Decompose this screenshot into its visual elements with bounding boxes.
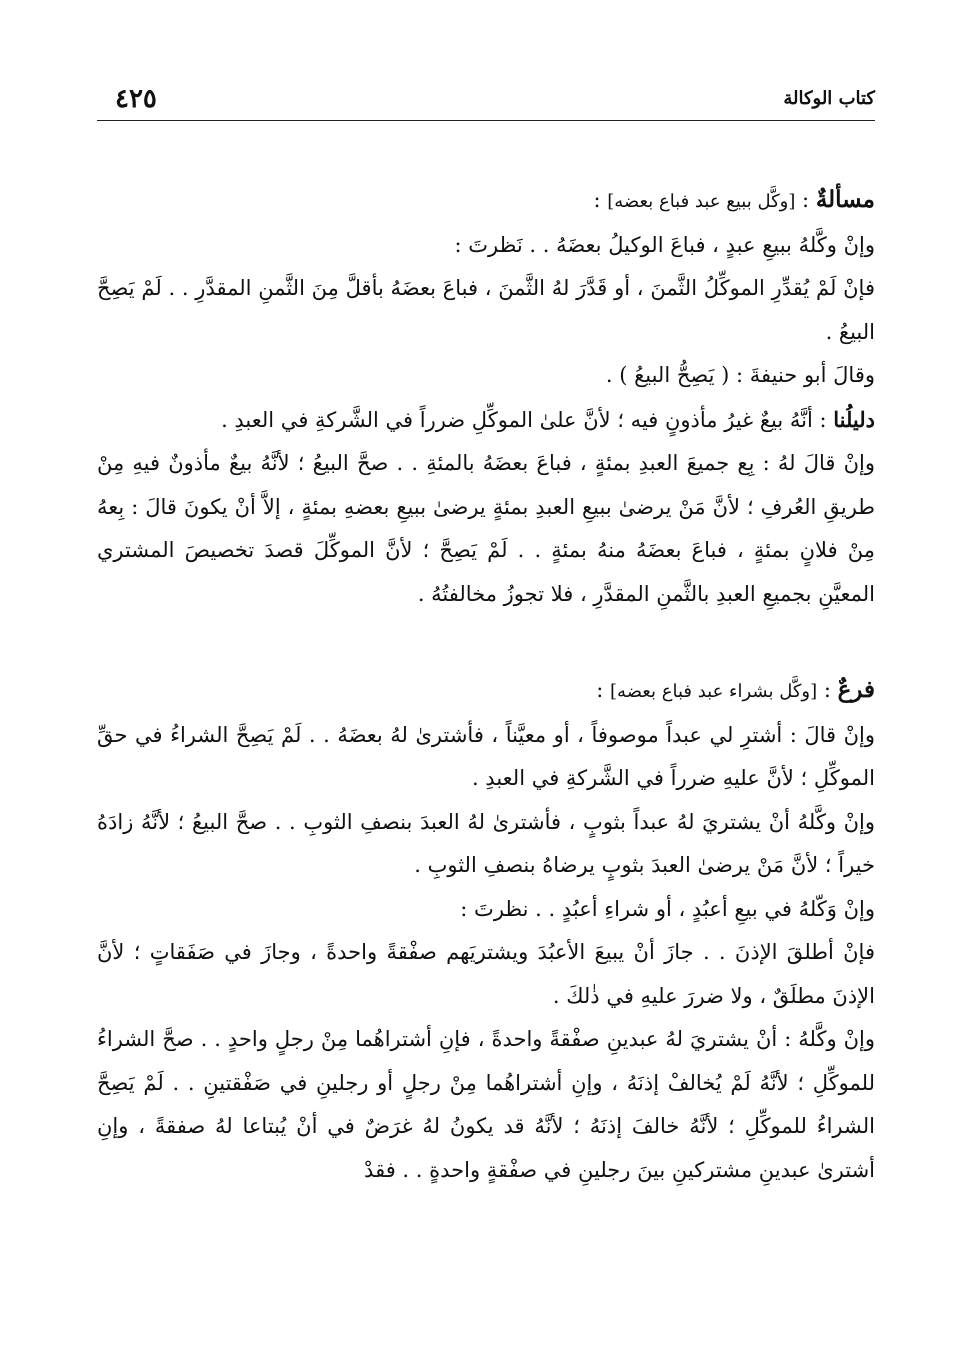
paragraph: فإنْ أطلقَ الإذنَ . . جازَ أنْ يبيعَ الأعبُدَ ويشتريَهم صفْقةً واحدةً ، وجازَ في صَفَقاتٍ ؛ لأنَّ الإذنَ مطلَقٌ ، ولا ضررَ عليهِ في ذٰلكَ . bbox=[97, 940, 875, 1008]
paragraph: وإنْ وَكّلهُ في بيعِ أعبُدٍ ، أو شراءِ أعبُدٍ . . نظرتَ : bbox=[460, 896, 875, 921]
heading-colon: : bbox=[817, 678, 838, 702]
page-header bbox=[97, 84, 875, 121]
paragraph: وإنْ قالَ لهُ : بِع جميعَ العبدِ بمئةٍ ، فباعَ بعضَهُ بالمئةِ . . صحَّ البيعُ ؛ لأنَّهُ بيعٌ مأذونٌ فيهِ مِنْ طريقِ العُرفِ ؛ لأنَّ مَنْ يرضىٰ ببيعِ العبدِ بمئةٍ يرضىٰ ببيعِ بعضهِ بمئةٍ ، إلاَّ أنْ يكونَ قالَ : بِعهُ مِنْ فلانٍ بمئةٍ ، فباعَ بعضَهُ منهُ بمئةٍ . . لَمْ يَصِحَّ ؛ لأنَّ الموكِّلَ قصدَ تخصيصَ المشتري المعيَّنِ بجميعِ العبدِ بالثَّمنِ المقدَّرِ ، فلا تجوزُ مخالفتُهُ . bbox=[97, 451, 875, 606]
heading-topic: [وكَّل بشراء عبد فباع بعضه] bbox=[610, 681, 818, 702]
evidence-text: : أنَّهُ بيعٌ غيرُ مأذونٍ فيه ؛ لأنَّ علىٰ الموكِّلِ ضرراً في الشَّركةِ في العبدِ . bbox=[221, 407, 834, 432]
page-body bbox=[97, 178, 875, 1192]
running-title: كتاب الوكالة bbox=[783, 88, 875, 109]
section-heading-far bbox=[97, 668, 875, 714]
evidence-label: دليلُنا bbox=[833, 406, 875, 432]
paragraph: وإنْ وكَّلهُ ببيعِ عبدٍ ، فباعَ الوكيلُ بعضَهُ . . نَظرتَ : bbox=[454, 232, 875, 257]
page-number: ٤٢٥ bbox=[115, 84, 157, 114]
heading-term: مسألةٌ bbox=[815, 186, 875, 213]
heading-colon: : bbox=[795, 188, 816, 212]
section-heading-masala bbox=[97, 178, 875, 224]
paragraph: فإنْ لَمْ يُقدِّرِ الموكِّلُ الثَّمنَ ، أو قَدَّرَ لهُ الثَّمنَ ، فباعَ بعضَهُ بأقلَّ مِنَ الثَّمنِ المقدَّرِ . . لَمْ يَصِحَّ البيعُ . bbox=[97, 276, 875, 344]
paragraph: وإنْ وكَّلهُ : أنْ يشتريَ لهُ عبدينِ صفْقةً واحدةً ، فإنِ أشتراهُما مِنْ رجلٍ واحدٍ . . صحَّ الشراءُ للموكِّلِ ؛ لأنَّهُ لَمْ يُخالفْ إذنَهُ ، وإنِ أشتراهُما مِنْ رجلٍ أو رجلينِ في صَفْقتينِ . . لَمْ يَصِحَّ الشراءُ للموكِّلِ ؛ لأنَّهُ خالفَ إذنَهُ ؛ لأنَّهُ قد يكونُ لهُ غرَضٌ في أنْ يُبتاعا لهُ صفقةً ، وإنِ أشترىٰ عبدينِ مشتركينِ بينَ رجلينِ في صفْقةٍ واحدةٍ . . فقدْ bbox=[97, 1027, 875, 1182]
paragraph: وقالَ أبو حنيفةَ : ( يَصِحُّ البيعُ ) . bbox=[605, 363, 875, 387]
heading-topic: [وكَّل ببيع عبد فباع بعضه] bbox=[607, 191, 796, 212]
paragraph-evidence bbox=[97, 398, 875, 443]
heading-end: : bbox=[593, 188, 608, 212]
heading-end: : bbox=[596, 678, 611, 702]
section-spacer bbox=[97, 616, 875, 668]
heading-term: فرعٌ bbox=[837, 676, 875, 703]
paragraph: وإنْ قالَ : أشترِ لي عبداً موصوفاً ، أو معيَّناً ، فأشترىٰ لهُ بعضَهُ . . لَمْ يَصِحَّ الشراءُ في حقِّ الموكِّلِ ؛ لأنَّ عليهِ ضرراً في الشَّركةِ في العبدِ . bbox=[97, 722, 875, 790]
paragraph: وإنْ وكَّلهُ أنْ يشتريَ لهُ عبداً بثوبٍ ، فأشترىٰ لهُ العبدَ بنصفِ الثوبِ . . صحَّ البيعُ ؛ لأنَّهُ زادَهُ خيراً ؛ لأنَّ مَنْ يرضىٰ العبدَ بثوبٍ يرضاهُ بنصفِ الثوبِ . bbox=[97, 809, 875, 877]
